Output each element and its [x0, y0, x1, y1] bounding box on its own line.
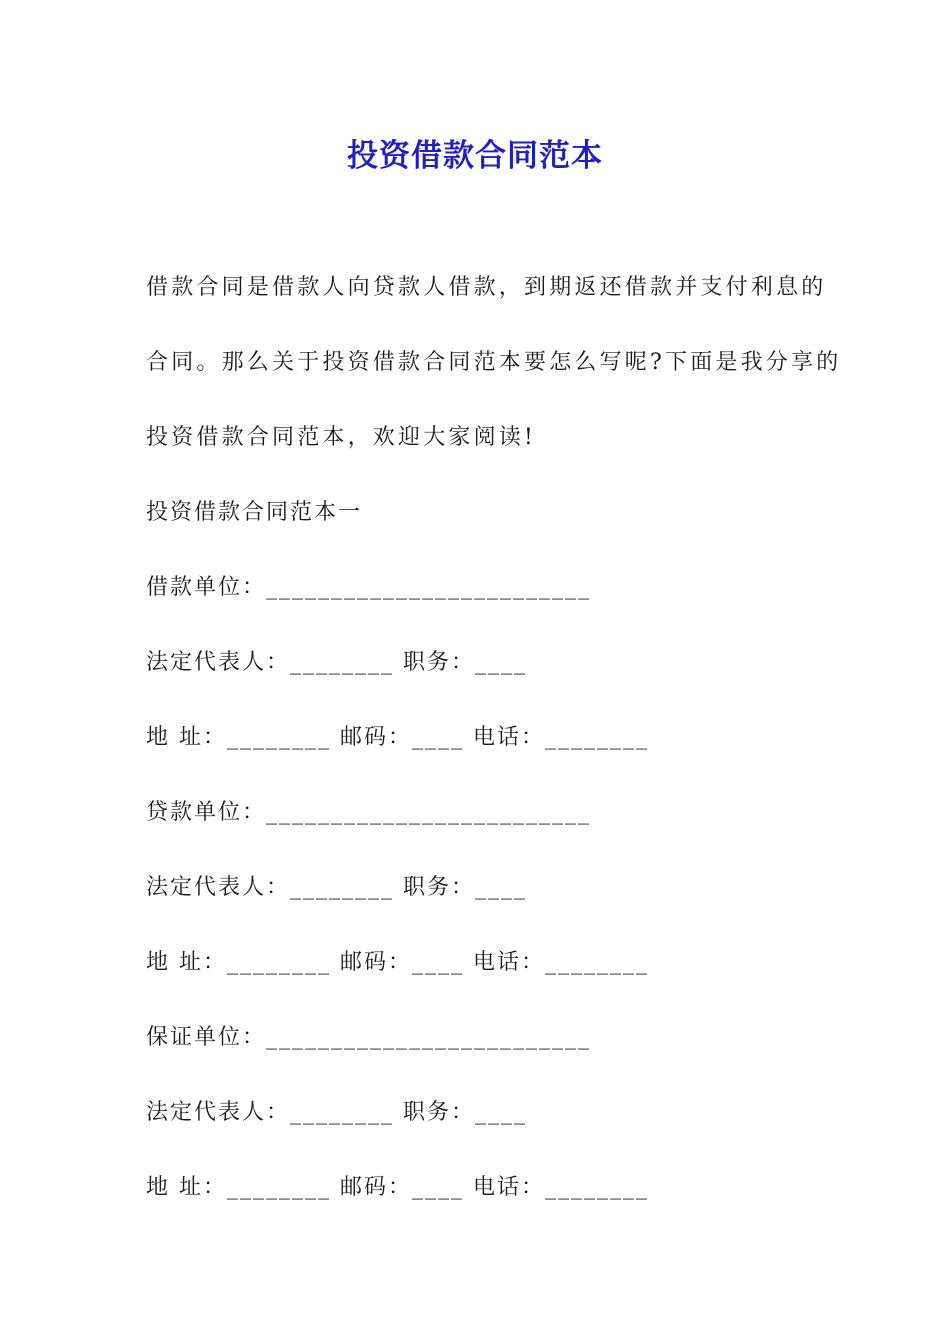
- lender-unit-field: 贷款单位：_________________________: [146, 800, 592, 825]
- section-heading: 投资借款合同范本一: [146, 500, 363, 525]
- guarantor-address-field: 地 址：________ 邮码：____ 电话：________: [146, 1175, 649, 1200]
- guarantor-representative-field: 法定代表人：________ 职务：____: [146, 1100, 527, 1125]
- intro-line-1: 借款合同是借款人向贷款人借款，到期返还借款并支付利息的: [146, 275, 827, 300]
- intro-line-3: 投资借款合同范本，欢迎大家阅读!: [146, 425, 537, 450]
- lender-representative-field: 法定代表人：________ 职务：____: [146, 875, 527, 900]
- document-title: 投资借款合同范本: [347, 138, 603, 174]
- borrower-address-field: 地 址：________ 邮码：____ 电话：________: [146, 725, 649, 750]
- guarantor-unit-field: 保证单位：_________________________: [146, 1025, 592, 1050]
- lender-address-field: 地 址：________ 邮码：____ 电话：________: [146, 950, 649, 975]
- borrower-representative-field: 法定代表人：________ 职务：____: [146, 650, 527, 675]
- intro-line-2: 合同。那么关于投资借款合同范本要怎么写呢?下面是我分享的: [146, 350, 842, 375]
- borrower-unit-field: 借款单位：_________________________: [146, 575, 592, 600]
